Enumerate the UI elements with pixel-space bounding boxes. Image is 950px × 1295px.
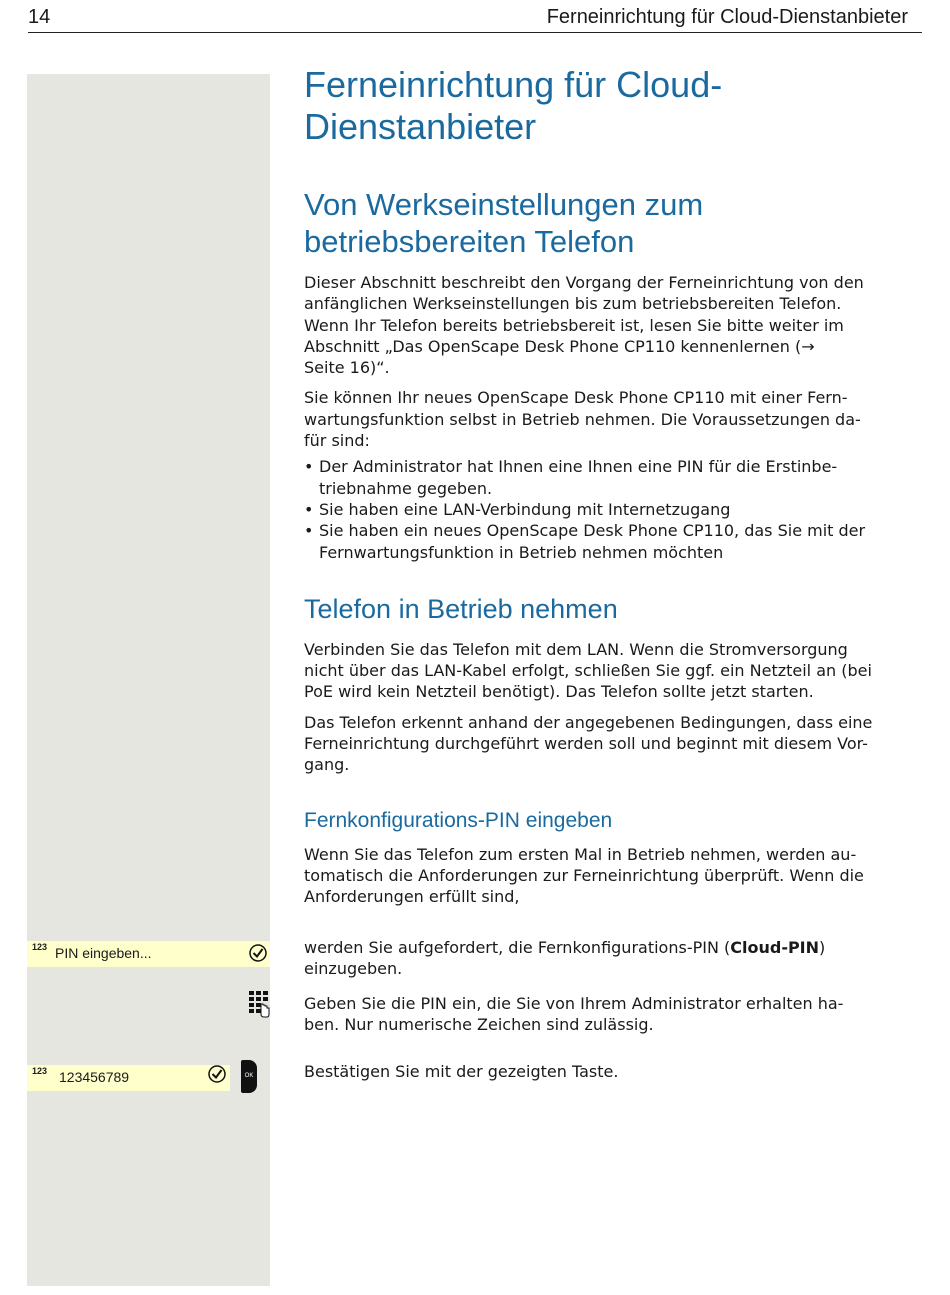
- text-line: Wenn Ihr Telefon bereits betriebsbereit ist, lesen Sie bitte weiter im: [304, 315, 844, 335]
- text-line: Der Administrator hat Ihnen eine Ihnen eine PIN für die Erstinbe-: [319, 457, 838, 477]
- text-line: tomatisch die Anforderungen zur Ferneinrichtung überprüft. Wenn die: [304, 865, 864, 885]
- sidebar-column: [27, 74, 270, 1286]
- section-heading-line-2: betriebsbereiten Telefon: [304, 224, 635, 259]
- text-line: Ferneinrichtung durchgeführt werden soll und beginnt mit diesem Vor-: [304, 734, 868, 754]
- text-line: Verbinden Sie das Telefon mit dem LAN. Wenn die Stromversorgung: [304, 639, 848, 659]
- text-line: ben. Nur numerische Zeichen sind zulässig.: [304, 1015, 654, 1035]
- page-number: 14: [28, 6, 51, 28]
- page-title: [304, 64, 922, 148]
- page-header: [28, 4, 922, 33]
- text-line: PoE wird kein Netzteil benötigt). Das Telefon sollte jetzt starten.: [304, 682, 814, 702]
- section-heading-line-1: Von Werkseinstellungen zum: [304, 187, 704, 222]
- phone-display-pin-prompt: [27, 941, 270, 967]
- input-mode-label: 123: [32, 942, 48, 952]
- intro-paragraph: [304, 272, 922, 378]
- text-segment: ): [819, 938, 826, 957]
- text-line: Wenn Sie das Telefon zum ersten Mal in Betrieb nehmen, werden au-: [304, 844, 857, 864]
- text-line: Abschnitt „Das OpenScape Desk Phone CP110 kennenlernen (→: [304, 336, 815, 356]
- requirements-paragraph: [304, 387, 922, 451]
- running-title: Ferneinrichtung für Cloud-Dienstanbieter: [546, 6, 908, 28]
- subsection-heading-pin: Fernkonfigurations-PIN eingeben: [304, 808, 613, 832]
- section-heading-werkseinstellungen: [304, 186, 922, 260]
- text-line: Seite 16)“.: [304, 358, 390, 378]
- text-line: nicht über das LAN-Kabel erfolgt, schließen Sie ggf. ein Netzteil an (bei: [304, 661, 872, 681]
- text-line: einzugeben.: [304, 959, 403, 979]
- list-item: [304, 456, 922, 499]
- input-mode-label: 123: [32, 1066, 48, 1076]
- step-enter-prompt: [304, 937, 922, 980]
- text-line: wartungsfunktion selbst in Betrieb nehmen. Die Voraussetzungen da-: [304, 409, 861, 429]
- check-icon[interactable]: [249, 944, 267, 962]
- text-line: Geben Sie die PIN ein, die Sie von Ihrem Administrator erhalten ha-: [304, 994, 844, 1013]
- text-line: anfänglichen Werkseinstellungen bis zum betriebsbereiten Telefon.: [304, 294, 842, 314]
- phone-display-pin-entry: [27, 1065, 230, 1091]
- section-heading-inbetriebnahme: Telefon in Betrieb nehmen: [304, 593, 618, 624]
- text-segment: werden Sie aufgefordert, die Fernkonfigurations-PIN (: [304, 938, 731, 957]
- text-line: für sind:: [304, 431, 370, 451]
- text-line: Sie haben eine LAN-Verbindung mit Internetzugang: [319, 499, 731, 519]
- recognition-paragraph: [304, 712, 922, 776]
- text-line: Das Telefon erkennt anhand der angegebenen Bedingungen, dass eine: [304, 712, 873, 732]
- keypad-icon: [248, 990, 270, 1018]
- text-line: Sie haben ein neues OpenScape Desk Phone CP110, das Sie mit der: [319, 521, 866, 541]
- check-icon[interactable]: [208, 1065, 226, 1083]
- requirements-list: [304, 456, 922, 562]
- text-line: Anforderungen erfüllt sind,: [304, 887, 520, 907]
- text-line: Sie können Ihr neues OpenScape Desk Phone CP110 mit einer Fern-: [304, 388, 848, 408]
- text-line: Dieser Abschnitt beschreibt den Vorgang der Ferneinrichtung von den: [304, 273, 864, 292]
- text-line: gang.: [304, 755, 350, 775]
- text-line: Fernwartungsfunktion in Betrieb nehmen möchten: [319, 542, 724, 562]
- text-line: triebnahme gegeben.: [319, 478, 493, 498]
- ok-key[interactable]: OK: [241, 1060, 257, 1093]
- main-content: [304, 64, 922, 908]
- pin-intro-paragraph: [304, 844, 922, 908]
- connect-paragraph: [304, 639, 922, 703]
- pin-value: 123456789: [59, 1069, 130, 1085]
- page-title-line-2: Dienstanbieter: [304, 106, 537, 147]
- page-title-line-1: Ferneinrichtung für Cloud-: [304, 64, 723, 105]
- step-confirm: Bestätigen Sie mit der gezeigten Taste.: [304, 1062, 619, 1081]
- list-item: [304, 499, 922, 520]
- display-text: PIN eingeben...: [55, 945, 152, 961]
- list-item: [304, 520, 922, 563]
- cloud-pin-label: Cloud-PIN: [730, 938, 820, 957]
- step-enter-pin: [304, 993, 922, 1036]
